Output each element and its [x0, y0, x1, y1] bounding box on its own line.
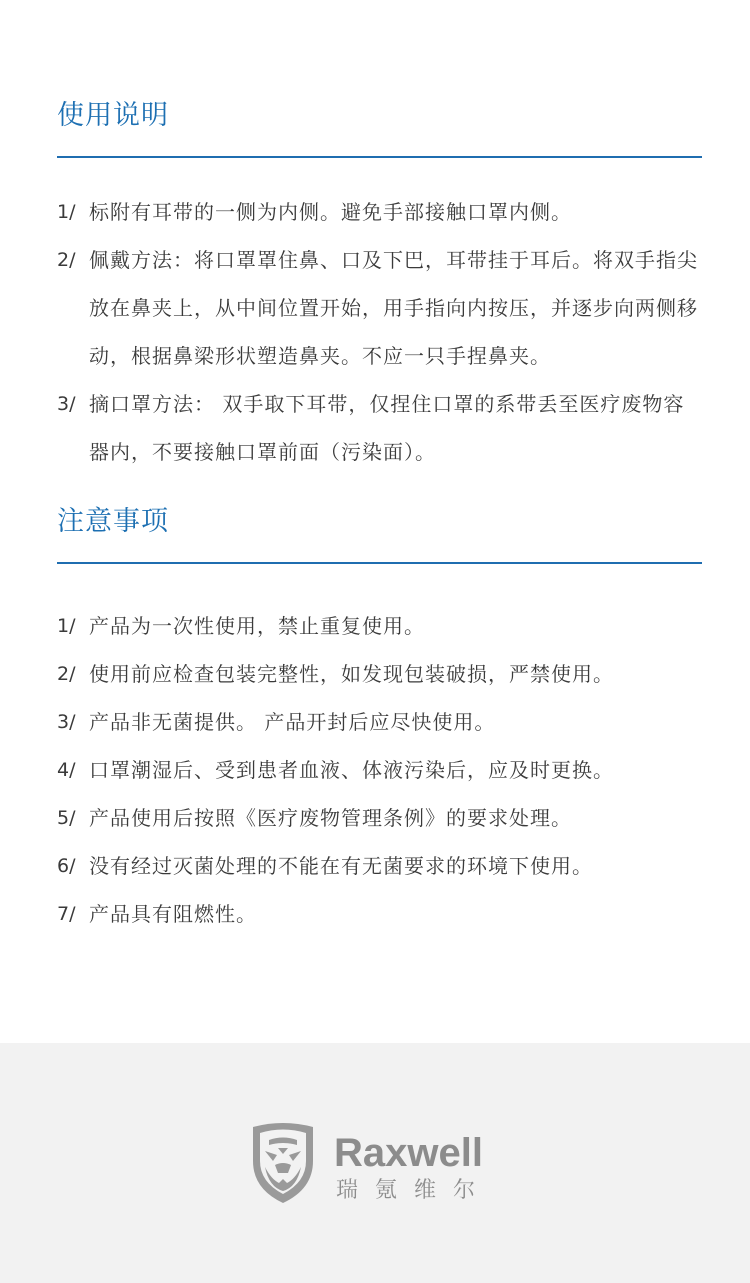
item-number: 5/: [57, 807, 76, 829]
item-number: 6/: [57, 855, 76, 877]
usage-list: [57, 188, 702, 476]
usage-item-2: [57, 236, 702, 380]
brand-footer: [0, 1043, 750, 1283]
item-number: 1/: [57, 201, 76, 223]
item-text: 产品为一次性使用，禁止重复使用。: [89, 614, 425, 638]
usage-divider: [57, 156, 702, 158]
item-number: 3/: [57, 711, 76, 733]
item-number: 1/: [57, 615, 76, 637]
usage-title: 使用说明: [57, 100, 169, 131]
usage-item-3: [57, 380, 702, 476]
item-number: 7/: [57, 903, 76, 925]
precautions-title: 注意事项: [57, 506, 169, 537]
precaution-item-2: [57, 650, 702, 698]
precaution-item-1: [57, 602, 702, 650]
precautions-divider: [57, 562, 702, 564]
item-text: 标附有耳带的一侧为内侧。避免手部接触口罩内侧。: [89, 200, 572, 224]
precaution-item-5: [57, 794, 702, 842]
precaution-item-6: [57, 842, 702, 890]
item-text: 产品非无菌提供。 产品开封后应尽快使用。: [89, 710, 496, 734]
item-text: 产品具有阻燃性。: [89, 902, 257, 926]
brand-name: Raxwell: [334, 1131, 483, 1175]
item-text: 佩戴方法：将口罩罩住鼻、口及下巴，耳带挂于耳后。将双手指尖放在鼻夹上，从中间位置开始，用手指向内按压，并逐步向两侧移动，根据鼻梁形状塑造鼻夹。不应一只手捏鼻夹。: [89, 248, 698, 368]
usage-section: [57, 99, 702, 476]
item-number: 2/: [57, 663, 76, 685]
precaution-item-4: [57, 746, 702, 794]
item-text: 摘口罩方法： 双手取下耳带，仅捏住口罩的系带丢至医疗废物容器内，不要接触口罩前面（污染面）。: [89, 392, 685, 464]
item-number: 4/: [57, 759, 76, 781]
precautions-list: [57, 602, 702, 938]
item-number: 3/: [57, 393, 76, 415]
item-number: 2/: [57, 249, 76, 271]
item-text: 没有经过灭菌处理的不能在有无菌要求的环境下使用。: [89, 854, 593, 878]
brand-name-cn: 瑞氪维尔: [336, 1178, 493, 1203]
item-text: 产品使用后按照《医疗废物管理条例》的要求处理。: [89, 806, 572, 830]
tiger-shield-icon: [247, 1121, 319, 1209]
precautions-section: [57, 505, 702, 938]
precaution-item-3: [57, 698, 702, 746]
usage-item-1: [57, 188, 702, 236]
item-text: 使用前应检查包装完整性，如发现包装破损，严禁使用。: [89, 662, 614, 686]
item-text: 口罩潮湿后、受到患者血液、体液污染后，应及时更换。: [89, 758, 614, 782]
precaution-item-7: [57, 890, 702, 938]
